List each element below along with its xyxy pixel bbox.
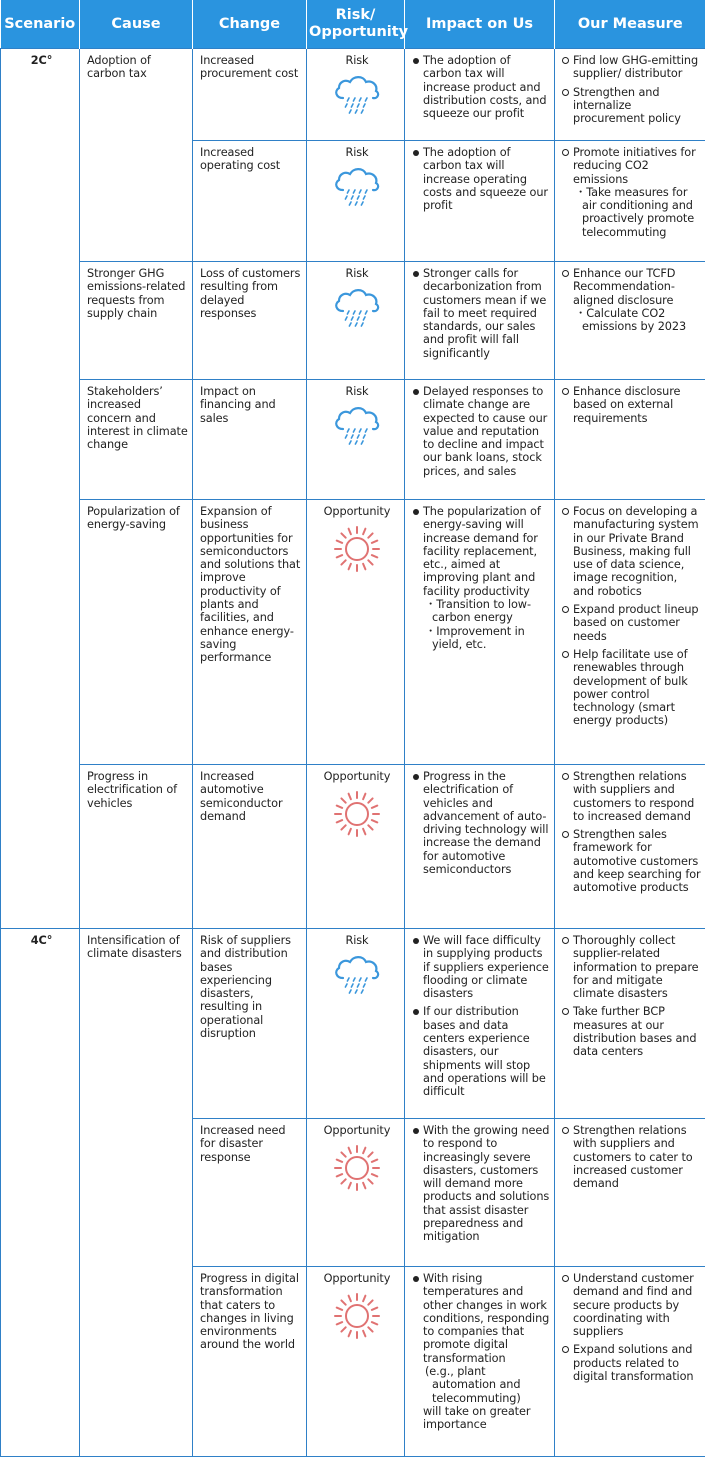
header-scenario: Scenario [1, 0, 80, 49]
change-cell: Expansion of business opportunities for semiconductors and solutions that improve productivity of plants and facilities, and enhance energy-saving performance [193, 500, 307, 765]
measure-item [562, 1272, 701, 1338]
sun-icon [333, 1292, 381, 1343]
rain-cloud-icon [331, 287, 383, 330]
risk-opportunity-cell [307, 929, 405, 1119]
measure-item-list [562, 1124, 701, 1190]
risk-opportunity-cell [307, 500, 405, 765]
impact-item-tail: will take on greater importance [423, 1404, 531, 1432]
risk-opportunity-cell [307, 262, 405, 380]
measure-item [562, 267, 701, 333]
measure-item [562, 1005, 701, 1058]
impact-item-list [412, 54, 550, 120]
opportunity-label: Opportunity [323, 1272, 391, 1285]
risk-opportunity-cell [307, 380, 405, 500]
risk-label: Risk [345, 54, 369, 67]
risk-label: Risk [345, 267, 369, 280]
impact-item-text: Delayed responses to climate change are expected to cause our value and reputation to decline and impact our bank loans, stock prices, and sales [423, 385, 548, 478]
rain-cloud-icon [331, 74, 383, 117]
cause-cell: Adoption of carbon tax [80, 49, 193, 262]
risk-opportunity-cell [307, 765, 405, 929]
rain-cloud-icon [331, 954, 383, 997]
measure-item-text: Strengthen relations with suppliers and customers to cater to increased customer demand [573, 1124, 693, 1191]
scenario-cell: 2C° [1, 49, 80, 929]
measure-item [562, 934, 701, 1000]
rain-cloud-icon [331, 166, 383, 209]
measure-item-text: Strengthen and internalize procurement policy [573, 85, 681, 126]
measure-item-list [562, 146, 701, 239]
measure-item [562, 86, 701, 126]
rain-cloud-icon [331, 405, 383, 448]
risk-opportunity-cell [307, 49, 405, 141]
impact-item [412, 770, 550, 876]
impact-item-text: We will face difficulty in supplying products if suppliers experience flooding or climate disasters [423, 934, 549, 1001]
measure-item [562, 54, 701, 81]
opportunity-label: Opportunity [323, 505, 391, 518]
measure-item-list [562, 1272, 701, 1383]
measure-cell [555, 49, 705, 141]
impact-item [412, 146, 550, 212]
measure-item-subitem: ・Calculate CO2 emissions by 2023 [575, 306, 687, 334]
impact-item-text: Progress in the electrification of vehicles and advancement of auto-driving technology will increase the demand for automotive semiconductors [423, 770, 549, 877]
header-row [1, 0, 705, 49]
change-cell: Progress in digital transformation that caters to changes in living environments around the world [193, 1267, 307, 1457]
impact-cell [405, 929, 555, 1119]
sun-icon [333, 1144, 381, 1195]
impact-item [412, 1005, 550, 1098]
table-row [1, 929, 705, 1119]
measure-item [562, 1343, 701, 1383]
change-cell: Risk of suppliers and distribution bases experiencing disasters, resulting in operational disruption [193, 929, 307, 1119]
impact-item [412, 385, 550, 478]
change-cell: Impact on financing and sales [193, 380, 307, 500]
header-risk-opportunity: Risk/ Opportunity [307, 0, 405, 49]
measure-item [562, 828, 701, 894]
measure-item-list [562, 770, 701, 895]
impact-item [412, 1124, 550, 1244]
measure-item [562, 648, 701, 728]
impact-cell [405, 500, 555, 765]
cause-cell: Progress in electrification of vehicles [80, 765, 193, 929]
measure-cell [555, 1119, 705, 1267]
measure-item-text: Take further BCP measures at our distribution bases and data centers [573, 1005, 697, 1059]
measure-cell [555, 380, 705, 500]
measure-item-subitem: ・Take measures for air conditioning and proactively promote telecommuting [575, 185, 695, 239]
measure-cell [555, 262, 705, 380]
cause-cell: Popularization of energy-saving [80, 500, 193, 765]
measure-cell [555, 765, 705, 929]
measure-item-text: Expand product lineup based on customer needs [573, 603, 699, 643]
impact-cell [405, 380, 555, 500]
table-row [1, 765, 705, 929]
cause-cell: Intensification of climate disasters [80, 929, 193, 1457]
impact-item-list [412, 385, 550, 478]
sun-icon [333, 525, 381, 576]
cause-cell: Stronger GHG emissions-related requests from supply chain [80, 262, 193, 380]
risk-opportunity-cell [307, 1267, 405, 1457]
sun-icon [333, 790, 381, 841]
opportunity-label: Opportunity [323, 1124, 391, 1137]
impact-item-subitem: ・Transition to low-carbon energy [425, 598, 531, 625]
measure-item-list [562, 385, 701, 425]
header-cause: Cause [80, 0, 193, 49]
impact-item-list [412, 770, 550, 876]
header-impact: Impact on Us [405, 0, 555, 49]
impact-item-text: If our distribution bases and data centers experience disasters, our shipments will stop and operations will be difficult [423, 1005, 546, 1099]
measure-item-text: Strengthen relations with suppliers and customers to respond to increased demand [573, 770, 695, 823]
impact-cell [405, 49, 555, 141]
impact-item [412, 505, 550, 651]
measure-item-list [562, 54, 701, 125]
table-row [1, 380, 705, 500]
impact-item-text: The adoption of carbon tax will increase operating costs and squeeze our profit [423, 146, 548, 213]
measure-item [562, 770, 701, 823]
table-row [1, 49, 705, 141]
impact-item-list [412, 1124, 550, 1244]
risk-label: Risk [345, 146, 369, 159]
impact-item [412, 267, 550, 360]
impact-item-text: Stronger calls for decarbonization from customers mean if we fail to meet required standards, our sales and profit will fall significantly [423, 267, 547, 360]
measure-item-text: Strengthen sales framework for automotive customers and keep searching for automotive products [573, 828, 701, 895]
measure-item-text: Find low GHG-emitting supplier/ distributor [573, 54, 699, 81]
measure-item-text: Focus on developing a manufacturing system in our Private Brand Business, making full use of data science, image recognition, and robotics [573, 505, 699, 598]
risk-label: Risk [345, 385, 369, 398]
scenario-cell: 4C° [1, 929, 80, 1457]
measure-cell [555, 929, 705, 1119]
impact-item-subitem: (e.g., plant automation and telecommuting) [425, 1365, 521, 1405]
change-cell: Loss of customers resulting from delayed responses [193, 262, 307, 380]
table-row [1, 262, 705, 380]
measure-item-list [562, 267, 701, 333]
measure-cell [555, 141, 705, 262]
impact-item-list [412, 934, 550, 1099]
measure-item-text: Thoroughly collect supplier-related information to prepare for and mitigate climate disasters [573, 934, 699, 1001]
risk-opportunity-cell [307, 1119, 405, 1267]
impact-item-text: The popularization of energy-saving will increase demand for facility replacement, etc., aimed at improving plant and facility productivity [423, 505, 541, 598]
measure-item-text: Enhance our TCFD Recommendation-aligned disclosure [573, 267, 676, 307]
measure-item [562, 505, 701, 598]
impact-cell [405, 141, 555, 262]
impact-item [412, 1272, 550, 1432]
measure-item-text: Enhance disclosure based on external requirements [573, 385, 681, 425]
impact-cell [405, 1119, 555, 1267]
impact-item-list [412, 267, 550, 360]
measure-item-text: Expand solutions and products related to digital transformation [573, 1343, 694, 1384]
impact-item-list [412, 505, 550, 651]
change-cell: Increased procurement cost [193, 49, 307, 141]
impact-item-subitem: ・Improvement in yield, etc. [425, 624, 525, 651]
impact-item [412, 934, 550, 1000]
impact-cell [405, 1267, 555, 1457]
impact-item-text: The adoption of carbon tax will increase product and distribution costs, and squeeze our profit [423, 54, 547, 121]
impact-cell [405, 262, 555, 380]
header-change: Change [193, 0, 307, 49]
measure-item [562, 146, 701, 239]
measure-item [562, 603, 701, 643]
impact-item-list [412, 146, 550, 212]
table-row [1, 500, 705, 765]
measure-item-list [562, 505, 701, 728]
change-cell: Increased need for disaster response [193, 1119, 307, 1267]
measure-cell [555, 500, 705, 765]
measure-item [562, 1124, 701, 1190]
measure-item [562, 385, 701, 425]
impact-item [412, 54, 550, 120]
change-cell: Increased automotive semiconductor demand [193, 765, 307, 929]
impact-item-text: With the growing need to respond to increasingly severe disasters, customers will demand more products and solutions that assist disaster preparedness and mitigation [423, 1124, 550, 1244]
measure-cell [555, 1267, 705, 1457]
risk-label: Risk [345, 934, 369, 947]
risk-opportunity-cell [307, 141, 405, 262]
measure-item-text: Help facilitate use of renewables through development of bulk power control technology (smart energy products) [573, 647, 688, 728]
impact-item-text: With rising temperatures and other changes in work conditions, responding to companies that promote digital transformation [423, 1272, 550, 1365]
impact-item-list [412, 1272, 550, 1432]
measure-item-text: Promote initiatives for reducing CO2 emissions [573, 146, 696, 186]
cause-cell: Stakeholders’ increased concern and interest in climate change [80, 380, 193, 500]
measure-item-text: Understand customer demand and find and secure products by coordinating with suppliers [573, 1272, 694, 1339]
impact-cell [405, 765, 555, 929]
measure-item-list [562, 934, 701, 1059]
opportunity-label: Opportunity [323, 770, 391, 783]
header-measure: Our Measure [555, 0, 705, 49]
change-cell: Increased operating cost [193, 141, 307, 262]
